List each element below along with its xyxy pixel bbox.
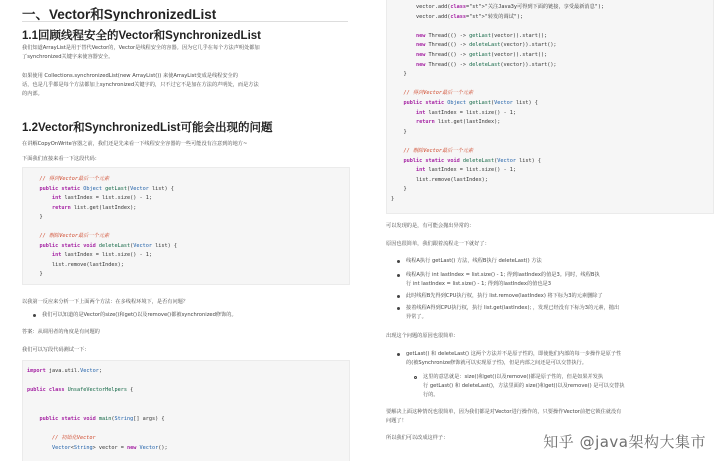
code-line: int lastIndex = list.size() - 1; bbox=[52, 252, 152, 258]
paragraph-line: 我们知道ArrayList是用于替代Vector的，Vector是线程安全的容器。因为它几乎在每个方法声明处都加 bbox=[22, 45, 260, 51]
title-divider bbox=[22, 21, 348, 22]
section-1-2-heading: 1.2Vector和SynchronizedList可能会出现的问题 bbox=[22, 122, 273, 134]
paragraph-line: 如果使用 Collections.synchronizedList(new ArrayList()) 来使ArrayList变成是线程安全的 bbox=[22, 73, 238, 79]
code-line: return list.get(lastIndex); bbox=[52, 204, 137, 211]
sub-bullet-text: 行 getLast() 和 deleteLast()，方法里面的 size()和get()以及remove() 是可以交替执 bbox=[423, 383, 625, 389]
code-line: return list.get(lastIndex); bbox=[416, 119, 501, 126]
sub-bullet-text: 行的。 bbox=[423, 392, 439, 398]
code-line: public class UnsafeVectorHelpers { bbox=[27, 387, 134, 394]
code-line: import java.util.Vector; bbox=[27, 368, 102, 374]
code-line: // 删除Vector最后一个元素 bbox=[27, 233, 110, 239]
paragraph-line: 以我第一反应来分析一下上面两个方法：在多线程环境下，是否有问题？ bbox=[22, 299, 189, 305]
code-line: } bbox=[391, 196, 395, 202]
code-line: new Thread(() -> deleteLast(vector)).start(); bbox=[416, 61, 557, 68]
code-line: } bbox=[391, 71, 407, 78]
code-line: } bbox=[27, 271, 43, 277]
bullet-text: 线程A执行 int lastIndex = list.size() - 1; 得到lastIndex的值是3。同时，线程B执 bbox=[406, 272, 600, 278]
code-line: int lastIndex = list.size() - 1; bbox=[52, 195, 152, 201]
code-line: Vector<String> vector = new Vector(); bbox=[52, 444, 168, 451]
code-line: // 得到Vector最后一个元素 bbox=[391, 90, 474, 97]
code-line: vector.add(class="st">"关注Java3y可得到下面的链接，享受最新消息"); bbox=[391, 4, 605, 10]
code-block-main-continued bbox=[386, 0, 714, 214]
page-title: 一、Vector和SynchronizedList bbox=[22, 7, 217, 22]
code-line: // 删除Vector最后一个元素 bbox=[391, 148, 474, 154]
bullet-dot bbox=[397, 295, 400, 298]
code-line: } bbox=[27, 214, 43, 220]
code-line: int lastIndex = list.size() - 1; bbox=[416, 109, 516, 116]
code-line: // 得到Vector最后一个元素 bbox=[27, 176, 110, 182]
bullet-dot bbox=[397, 307, 400, 310]
bullet-text: 此时线程B先得到CPU执行权，执行 list.remove(lastIndex) 将下标为3的元素删除了 bbox=[406, 293, 603, 299]
paragraph-line: 要解决上面这种情况也很简单，因为我们都是对Vector进行操作的，只要操作Vector前把它锁住就没有 bbox=[386, 409, 622, 415]
paragraph-line: 话，也是几乎都是每个方法都加上synchronized关键字的，只不过它不是加在方法的声明处，而是方法 bbox=[22, 82, 259, 88]
sub-bullet-circle bbox=[414, 376, 417, 379]
paragraph-line: 下面我们直接来看一下这段代码： bbox=[22, 156, 100, 162]
bullet-dot bbox=[33, 314, 36, 317]
code-line: list.remove(lastIndex); bbox=[391, 176, 488, 183]
code-line: } bbox=[391, 128, 407, 135]
code-line: public static void deleteLast(Vector list) { bbox=[403, 157, 541, 164]
code-block-main bbox=[22, 360, 350, 461]
code-line: new Thread(() -> getLast(vector)).start(); bbox=[416, 32, 548, 39]
paragraph-line: 问题了！ bbox=[386, 418, 407, 424]
code-line: new Thread(() -> deleteLast(vector)).start(); bbox=[416, 42, 557, 49]
answer-line: 答案：从调用者的角度是有问题的 bbox=[22, 329, 100, 335]
bullet-dot bbox=[397, 260, 400, 263]
paragraph-line: 了synchronized关键字来使容器安全。 bbox=[22, 54, 114, 60]
paragraph-line: 原因也很简单，我们跟着流程走一下就好了： bbox=[386, 241, 490, 247]
code-line: list.remove(lastIndex); bbox=[27, 261, 124, 268]
bullet-text: 线程A执行 getLast() 方法，线程B执行 deleteLast() 方法 bbox=[406, 258, 542, 264]
code-line: public static void main(String[] args) { bbox=[39, 416, 165, 422]
bullet-text: 异常了。 bbox=[406, 314, 427, 320]
paragraph-line: 所以我们可以改成这样子： bbox=[386, 435, 449, 441]
bullet-dot bbox=[397, 274, 400, 277]
code-line: public static Object getLast(Vector list) { bbox=[39, 185, 174, 192]
code-line: } bbox=[391, 186, 407, 193]
zhihu-watermark: 知乎 @java架构大集市 bbox=[543, 433, 706, 451]
paragraph-line: 可以发现的是，有可能会抛出异常的： bbox=[386, 223, 475, 229]
bullet-dot bbox=[397, 353, 400, 356]
code-line: int lastIndex = list.size() - 1; bbox=[416, 167, 516, 174]
code-line: new Thread(() -> getLast(vector)).start(); bbox=[416, 52, 548, 58]
bullet-text: getLast() 和 deleteLast() 这两个方法并不是原子性的，即使他们内部的每一步操作是原子性 bbox=[406, 351, 622, 357]
bullet-text: 行 int lastIndex = list.size() - 1; 得到的lastIndex的值也是3 bbox=[406, 281, 552, 287]
code-line: // 初始化Vector bbox=[27, 435, 96, 442]
code-line: vector.add(class="st">"转发的调试"); bbox=[391, 13, 524, 20]
paragraph-line: 的内部。 bbox=[22, 91, 43, 97]
code-line: public static Object getLast(Vector list) { bbox=[403, 100, 538, 106]
paragraph-line: 我们可以写段代码测试一下： bbox=[22, 347, 90, 353]
paragraph-line: 出现这个问题的原因也很简单： bbox=[386, 333, 459, 339]
section-1-1-heading: 1.1回顾线程安全的Vector和SynchronizedList bbox=[22, 30, 261, 42]
bullet-text: 接着线程A得到CPU执行权，执行 list.get(lastIndex); ，发现已经没有下标为3的元素，抛出 bbox=[406, 305, 620, 311]
bullet-text: 我们可以知道的是Vector的size()和get()以及remove()都被synchronized修饰的。 bbox=[42, 312, 237, 318]
code-block-helpers bbox=[22, 167, 350, 285]
bullet-text: 的(被Synchronize修饰就可以实现原子性)，但是内部之间还是可以交替执行。 bbox=[406, 360, 587, 366]
sub-bullet-text: 这里的意思就是：size()和get()以及remove()都是原子性的，但是如果并发执 bbox=[423, 374, 604, 380]
code-line: public static void deleteLast(Vector list) { bbox=[39, 242, 177, 249]
paragraph-line: 在讲解CopyOnWrite容器之前，我们还是先来看一下线程安全容器的一些可能没有注意到的地方~ bbox=[22, 141, 248, 147]
